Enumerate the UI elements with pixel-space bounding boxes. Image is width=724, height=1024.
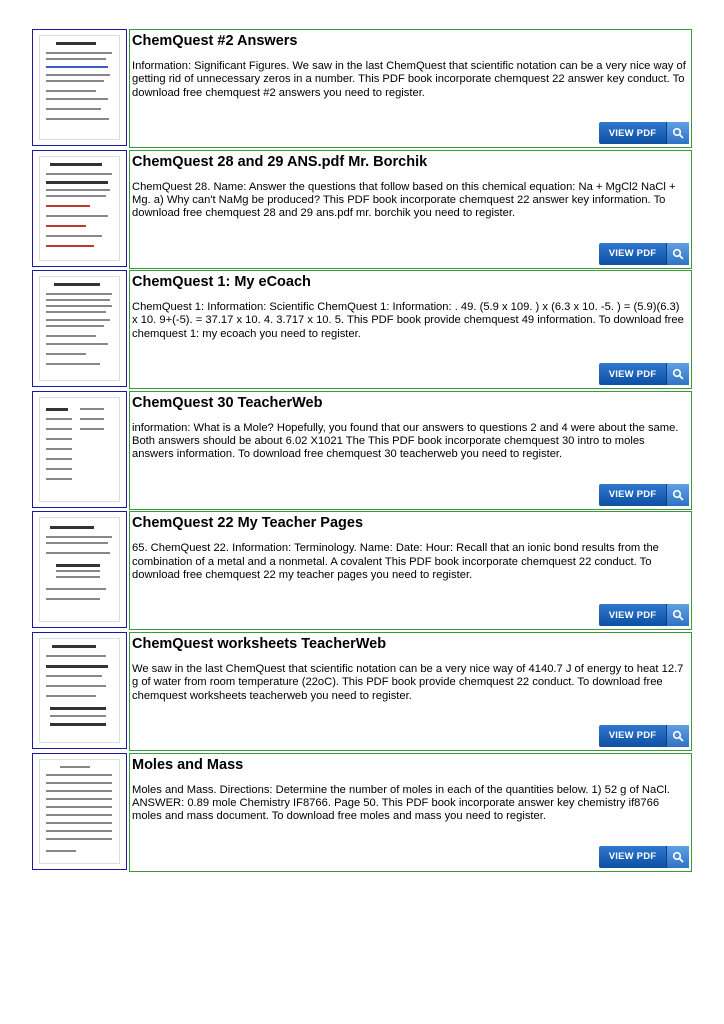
document-title[interactable]: ChemQuest worksheets TeacherWeb [132, 635, 387, 652]
view-pdf-button[interactable] [599, 604, 689, 626]
document-thumbnail[interactable] [32, 753, 127, 870]
list-item [32, 150, 692, 269]
view-pdf-button[interactable] [599, 725, 689, 747]
document-thumbnail[interactable] [32, 270, 127, 387]
list-item [32, 391, 692, 510]
document-thumbnail[interactable] [32, 632, 127, 749]
document-list [32, 29, 692, 873]
magnifier-icon [666, 604, 689, 626]
document-description: Information: Significant Figures. We saw in the last ChemQuest that scientific notation can be a very nice way of getting rid of unnecessary zeros in a number. This PDF book incorporate chemquest 22 answer key conduct. To download free chemquest #2 answers you need to register. [132, 60, 686, 99]
magnifier-icon [666, 363, 689, 385]
document-thumbnail[interactable] [32, 511, 127, 628]
document-thumbnail[interactable] [32, 29, 127, 146]
document-title[interactable]: ChemQuest 28 and 29 ANS.pdf Mr. Borchik [132, 153, 428, 170]
list-item [32, 270, 692, 389]
document-title[interactable]: ChemQuest 1: My eCoach [132, 274, 311, 291]
document-entry [129, 150, 692, 269]
view-pdf-label: VIEW PDF [608, 368, 657, 380]
view-pdf-button[interactable] [599, 122, 689, 144]
list-item [32, 511, 692, 630]
document-description: information: What is a Mole? Hopefully, you found that our answers to questions 2 and 4 were about the same. Both answers should be about 6.02 X1021 The This PDF book incorporate chemquest 30 intro to moles answers information. To download free chemquest 30 teacherweb you need to register. [132, 421, 679, 461]
view-pdf-button[interactable] [599, 363, 689, 385]
list-item [32, 29, 692, 148]
document-description: We saw in the last ChemQuest that scientific notation can be a very nice way of 4140.7 J of energy to heat 12.7 g of water from room temperature (22oC). This PDF book provide chemquest 22 conduct. To download free chemquest worksheets teacherweb you need to register. [132, 662, 684, 702]
document-thumbnail[interactable] [32, 391, 127, 508]
document-title[interactable]: ChemQuest 30 TeacherWeb [132, 394, 323, 411]
magnifier-icon [666, 122, 689, 144]
document-thumbnail[interactable] [32, 150, 127, 267]
document-description: Moles and Mass. Directions: Determine the number of moles in each of the quantities below. 1) 52 g of NaCl. ANSWER: 0.89 mole Chemistry IF8766. Page 50. This PDF book incorporate answer key chemistry if8766 moles and mass document. To download free moles and mass you need to register. [132, 783, 670, 823]
document-title[interactable]: ChemQuest #2 Answers [132, 33, 298, 49]
view-pdf-label: VIEW PDF [608, 609, 657, 621]
view-pdf-label: VIEW PDF [608, 489, 657, 501]
document-entry [129, 632, 692, 751]
document-entry [129, 511, 692, 630]
magnifier-icon [666, 846, 689, 868]
document-entry [129, 391, 692, 510]
document-description: ChemQuest 1: Information: Scientific ChemQuest 1: Information: . 49. (5.9 x 109. ) x (6.3 x 10. -5. ) = (5.9)(6.3) x 10. 9+(-5). = 37.17 x 10. 4. 3.717 x 10. 5. This PDF book provide chemquest 49 information. To download free chemquest 1: my ecoach you need to register. [132, 301, 684, 340]
document-title[interactable]: Moles and Mass [132, 756, 244, 773]
view-pdf-label: VIEW PDF [608, 730, 657, 742]
view-pdf-label: VIEW PDF [608, 851, 657, 863]
document-entry [129, 753, 692, 872]
view-pdf-button[interactable] [599, 243, 689, 265]
magnifier-icon [666, 484, 689, 506]
view-pdf-label: VIEW PDF [608, 248, 657, 260]
magnifier-icon [666, 243, 689, 265]
document-description: 65. ChemQuest 22. Information: Terminology. Name: Date: Hour: Recall that an ionic bond results from the combination of a metal and a nonmetal. A covalent This PDF book incorporate chemquest 22 conduct. To download free chemquest 22 my teacher pages you need to register. [132, 542, 659, 581]
list-item [32, 632, 692, 751]
document-description: ChemQuest 28. Name: Answer the questions that follow based on this chemical equation: Na + MgCl2 NaCl + Mg. a) Why can't NaMg be produced? This PDF book incorporate chemquest 22 answer key information. To download free chemquest 28 and 29 ans.pdf mr. borchik you need to register. [132, 180, 676, 220]
view-pdf-button[interactable] [599, 846, 689, 868]
document-entry [129, 270, 692, 389]
document-title[interactable]: ChemQuest 22 My Teacher Pages [132, 515, 364, 532]
view-pdf-label: VIEW PDF [608, 127, 657, 139]
magnifier-icon [666, 725, 689, 747]
list-item [32, 753, 692, 872]
document-entry [129, 29, 692, 148]
view-pdf-button[interactable] [599, 484, 689, 506]
